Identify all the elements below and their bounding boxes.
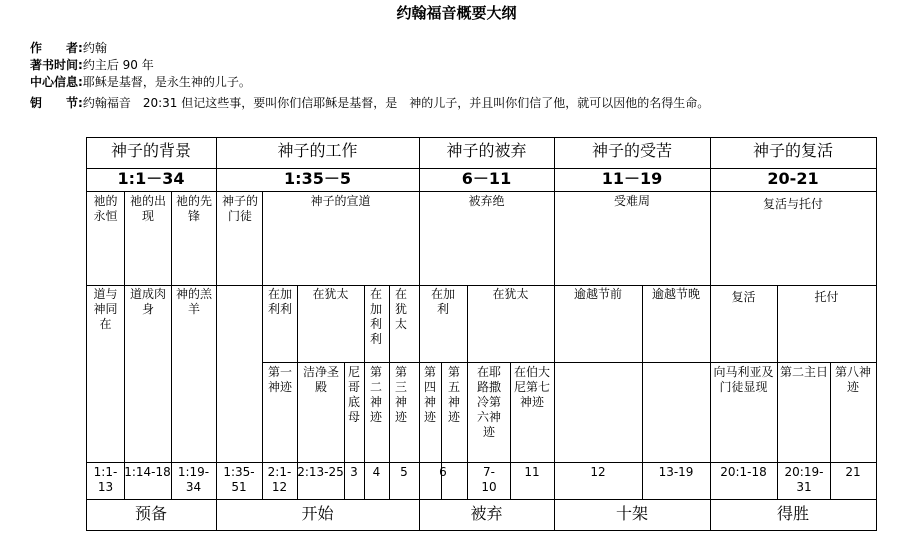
bottom-preparation: 预备 — [134, 504, 167, 523]
ref-5: 2:1-12 — [267, 465, 292, 494]
ref-6: 2:13-25 — [297, 465, 344, 479]
central-message-value: 耶稣是基督，是永生神的儿子。 — [82, 75, 251, 89]
label-in-galilee-1: 在加利利 — [267, 287, 292, 316]
ref-17: 21 — [845, 465, 861, 479]
label-ministry: 神子的宣道 — [310, 194, 371, 208]
ref-8: 4 — [372, 465, 381, 479]
ref-3: 1:19-34 — [177, 465, 210, 494]
label-eighth-miracle: 第八神迹 — [834, 365, 871, 394]
ref-16: 20:19-31 — [784, 465, 824, 494]
section-work: 神子的工作 — [277, 141, 358, 160]
section-suffering: 神子的受苦 — [591, 141, 672, 160]
key-verse-label: 钥 节: — [30, 96, 83, 110]
key-verse-line — [30, 95, 709, 111]
ref-9: 5 — [400, 465, 408, 479]
section-resurrection: 神子的复活 — [752, 141, 833, 160]
label-sixth-miracle: 在耶路撒冷第六神迹 — [476, 365, 501, 439]
ref-10: 6 — [439, 465, 447, 479]
label-commission: 托付 — [814, 290, 839, 304]
section-rejection: 神子的被弃 — [446, 141, 527, 160]
label-first-miracle: 第一神迹 — [267, 365, 292, 394]
bottom-cross: 十架 — [615, 504, 648, 523]
ref-13: 12 — [590, 465, 606, 479]
label-rejected: 被弃绝 — [468, 194, 505, 208]
label-in-galilee-3: 在加利 — [430, 287, 455, 316]
bottom-beginning: 开始 — [301, 504, 334, 523]
label-second-lords-day: 第二主日 — [780, 365, 829, 379]
range-suffering: 11－19 — [601, 169, 663, 188]
range-work: 1:35－5 — [284, 169, 351, 188]
label-in-judea-3: 在犹太 — [492, 287, 529, 301]
label-in-judea-2: 在犹太 — [394, 287, 407, 331]
label-passover-night: 逾越节晚 — [651, 287, 700, 301]
bottom-rejected: 被弃 — [470, 504, 503, 523]
central-message-line — [30, 74, 251, 90]
date-label: 著书时间: — [30, 58, 83, 72]
author-line — [30, 40, 107, 56]
label-his-eternity: 祂的永恒 — [93, 194, 118, 223]
label-word-became-flesh: 道成肉身 — [130, 287, 167, 316]
label-disciples: 神子的门徒 — [221, 194, 258, 223]
section-background: 神子的背景 — [110, 141, 191, 160]
ref-12: 11 — [524, 465, 540, 479]
label-second-miracle: 第二神迹 — [369, 365, 382, 424]
range-background: 1:1－34 — [117, 169, 185, 188]
author-label: 作 者: — [30, 41, 83, 55]
label-his-forerunner: 祂的先锋 — [175, 194, 212, 223]
key-verse-value: 约翰福音 20:31 但记这些事，要叫你们信耶稣是基督，是 神的儿子，并且叫你们信了他，就可以因他的名得生命。 — [82, 96, 710, 110]
label-fourth-miracle: 第四神迹 — [423, 365, 436, 424]
date-line — [30, 57, 154, 73]
label-resurrection-commission: 复活与托付 — [762, 197, 823, 211]
label-resurrection: 复活 — [731, 290, 756, 304]
ref-11: 7-10 — [481, 465, 497, 494]
label-nicodemus: 尼哥底母 — [347, 365, 360, 424]
ref-2: 1:14-18 — [124, 465, 171, 479]
label-word-with-god: 道与神同在 — [93, 287, 118, 331]
range-resurrection: 20-21 — [767, 169, 819, 188]
central-message-label: 中心信息: — [30, 75, 83, 89]
label-appearance-to-mary: 向马利亚及门徒显现 — [713, 365, 774, 394]
label-his-appearance: 祂的出现 — [129, 194, 166, 223]
label-lamb-of-god: 神的羔羊 — [176, 287, 213, 316]
ref-7: 3 — [350, 465, 358, 479]
label-in-judea-1: 在犹太 — [312, 287, 349, 301]
label-seventh-miracle: 在伯大尼第七神迹 — [514, 365, 551, 409]
label-passion-week: 受难周 — [613, 194, 650, 208]
label-in-galilee-2: 在加利利 — [369, 287, 382, 346]
author-value: 约翰 — [82, 41, 107, 55]
ref-14: 13-19 — [658, 465, 694, 479]
range-rejection: 6－11 — [461, 169, 512, 188]
label-fifth-miracle: 第五神迹 — [447, 365, 460, 424]
label-before-passover: 逾越节前 — [573, 287, 622, 301]
bottom-victory: 得胜 — [776, 504, 809, 523]
ref-1: 1:1-13 — [93, 465, 118, 494]
label-temple-cleansing: 洁净圣殿 — [302, 365, 339, 394]
outline-table — [86, 137, 877, 531]
ref-15: 20:1-18 — [720, 465, 767, 479]
ref-4: 1:35-51 — [223, 465, 255, 494]
label-third-miracle: 第三神迹 — [394, 365, 407, 424]
page-title: 约翰福音概要大纲 — [396, 4, 517, 22]
date-value: 约主后 90 年 — [82, 58, 154, 72]
